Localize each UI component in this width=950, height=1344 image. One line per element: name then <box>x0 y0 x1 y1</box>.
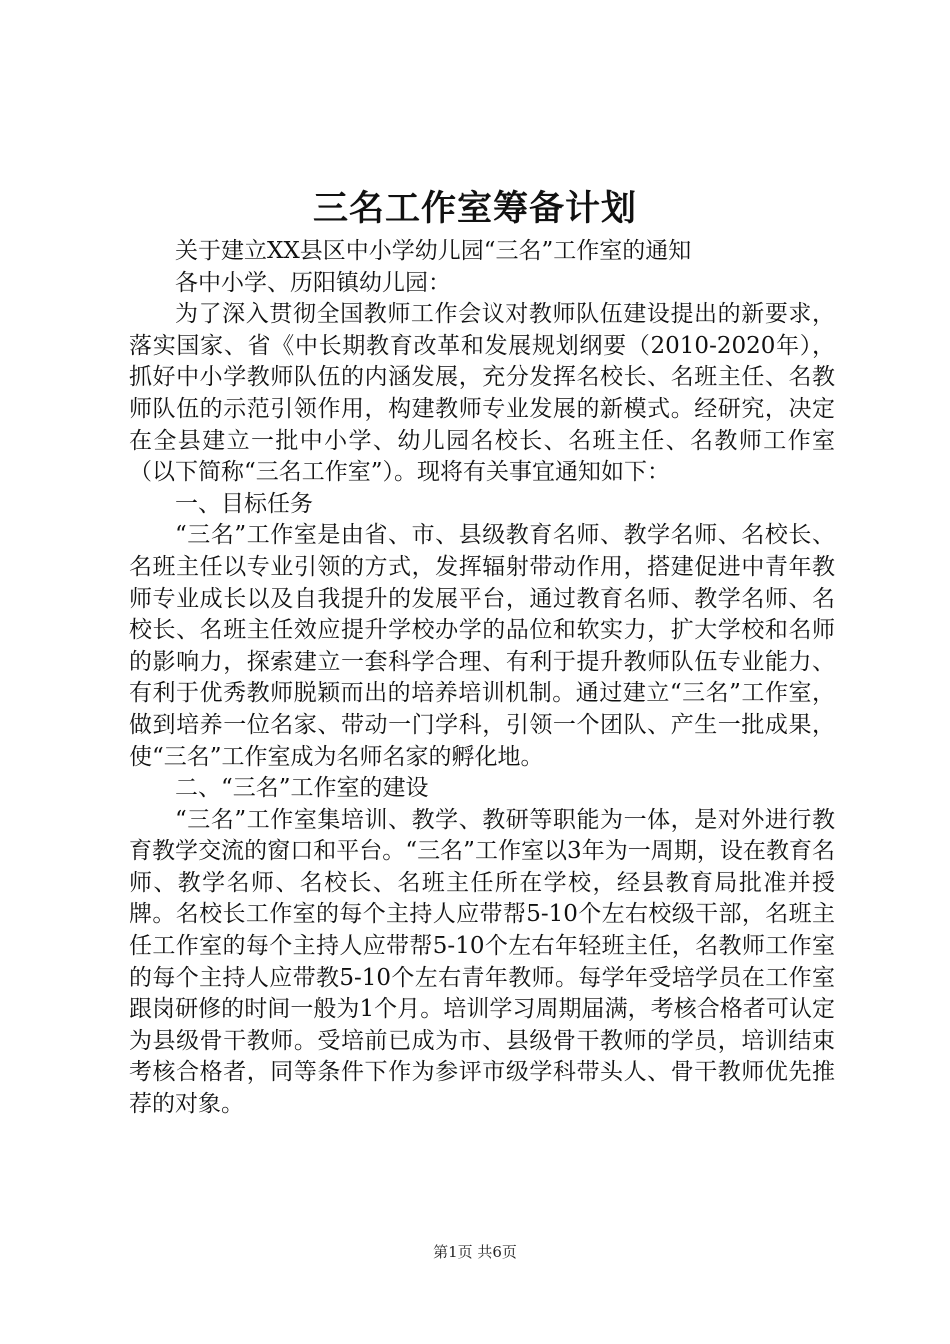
addressee-line: 各中小学、历阳镇幼儿园： <box>175 269 451 296</box>
document-title: 三名工作室筹备计划 <box>312 188 637 229</box>
section-heading-goals: 一、目标任务 <box>175 490 313 517</box>
construction-paragraph: “三名”工作室集培训、教学、教研等职能为一体，是对外进行教育教学交流的窗口和平台。“三名”工作室以3年为一周期，设在教育名师、教学名师、名校长、名班主任所在学校，经县教育局批准并授牌。名校长工作室的每个主持人应带帮5-10个左右校级干部，名班主任工作室的每个主持人应带帮5-10个左右年轻班主任，名教师工作室的每个主持人应带教5-10个左右青年教师。每学年受培学员在工作室跟岗研修的时间一般为1个月。培训学习周期届满，考核合格者可认定为县级骨干教师。受培前已成为市、县级骨干教师的学员，培训结束考核合格者，同等条件下作为参评市级学科带头人、骨干教师优先推荐的对象。 <box>129 806 835 1118</box>
document-body <box>129 236 835 1121</box>
notice-heading: 关于建立XX县区中小学幼儿园“三名”工作室的通知 <box>175 238 692 264</box>
page-footer: 第1页 共6页 <box>433 1243 517 1261</box>
goals-paragraph: “三名”工作室是由省、市、县级教育名师、教学名师、名校长、名班主任以专业引领的方式，发挥辐射带动作用，搭建促进中青年教师专业成长以及自我提升的发展平台，通过教育名师、教学名师、名校长、名班主任效应提升学校办学的品位和软实力，扩大学校和名师的影响力，探索建立一套科学合理、有利于提升教师队伍专业能力、有利于优秀教师脱颖而出的培养培训机制。通过建立“三名”工作室，做到培养一位名家、带动一门学科，引领一个团队、产生一批成果，使“三名”工作室成为名师名家的孵化地。 <box>129 522 835 770</box>
intro-paragraph: 为了深入贯彻全国教师工作会议对教师队伍建设提出的新要求，落实国家、省《中长期教育改革和发展规划纲要（2010-2020年），抓好中小学教师队伍的内涵发展，充分发挥名校长、名班主任、名教师队伍的示范引领作用，构建教师专业发展的新模式。经研究，决定在全县建立一批中小学、幼儿园名校长、名班主任、名教师工作室（以下简称“三名工作室”）。现将有关事宜通知如下： <box>129 301 835 486</box>
section-heading-construction: 二、“三名”工作室的建设 <box>175 775 429 802</box>
